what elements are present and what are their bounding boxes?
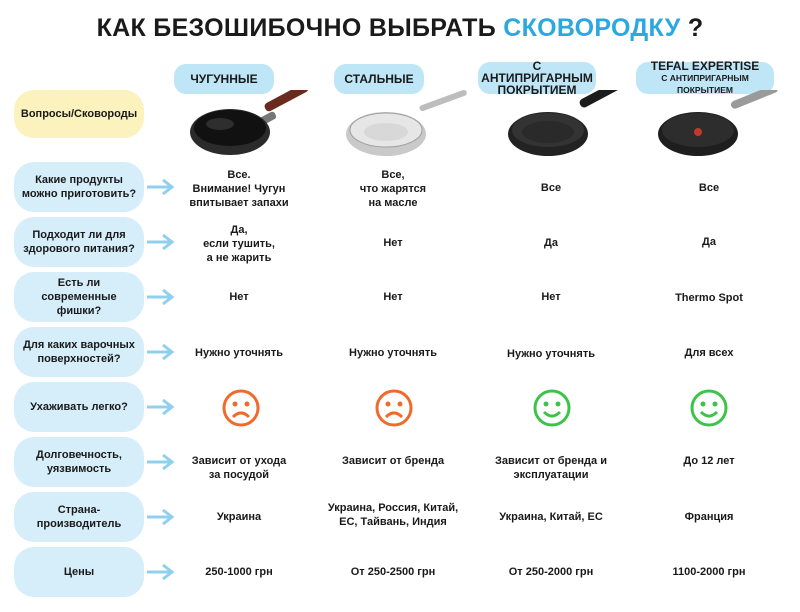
column-sublabel: С АНТИПРИГАРНЫМ ПОКРЫТИЕМ bbox=[661, 73, 749, 95]
question-products bbox=[14, 162, 144, 212]
question-prices bbox=[14, 547, 144, 597]
question-label: Цены bbox=[63, 566, 95, 578]
answer-cell: 250-1000 грн bbox=[205, 566, 273, 578]
answer-cell: 1100-2000 грн bbox=[672, 566, 746, 578]
steel-pan-icon bbox=[344, 90, 474, 160]
answer-cell: Нет bbox=[541, 291, 561, 303]
answer-cell: Все. Внимание! Чугун впитывает запахи bbox=[189, 169, 289, 209]
answer-cell: Нет bbox=[229, 291, 249, 303]
answer-cell: Украина bbox=[216, 511, 262, 523]
question-label: Для каких варочных поверхностей? bbox=[23, 339, 135, 365]
answer-cell: Зависит от бренда bbox=[341, 455, 445, 467]
question-label: Подходит ли для здорового питания? bbox=[23, 229, 135, 255]
answer-cell: Украина, Россия, Китай, ЕС, Тайвань, Индия bbox=[327, 502, 459, 528]
question-easy-care bbox=[14, 382, 144, 432]
question-label: Есть ли современные фишки? bbox=[41, 277, 117, 317]
answer-cell: От 250-2000 грн bbox=[508, 566, 594, 578]
column-label: СТАЛЬНЫЕ bbox=[344, 72, 414, 86]
column-label: TEFAL EXPERTISE bbox=[650, 59, 760, 73]
column-label: ЧУГУННЫЕ bbox=[190, 72, 258, 86]
answer-cell: Нужно уточнять bbox=[507, 348, 595, 360]
sad-face-icon bbox=[221, 388, 261, 428]
question-features bbox=[14, 272, 144, 322]
title-suffix: ? bbox=[687, 14, 704, 42]
tefal-pan-icon bbox=[656, 90, 786, 160]
question-label: Какие продукты можно приготовить? bbox=[21, 174, 137, 200]
cast-iron-pan-icon bbox=[188, 90, 318, 160]
sad-face-icon bbox=[374, 388, 414, 428]
answer-cell: Нужно уточнять bbox=[349, 347, 437, 359]
answer-cell: Нужно уточнять bbox=[195, 347, 283, 359]
answer-cell: Украина, Китай, ЕС bbox=[499, 511, 603, 523]
answer-cell: Да bbox=[544, 237, 558, 249]
nonstick-pan-icon bbox=[506, 90, 636, 160]
header-cell bbox=[14, 90, 144, 138]
answer-cell: Все bbox=[540, 182, 562, 194]
answer-cell: Для всех bbox=[684, 347, 734, 359]
answer-cell: Да, если тушить, а не жарить bbox=[203, 224, 275, 264]
answer-cell: До 12 лет bbox=[683, 455, 735, 467]
answer-cell: Зависит от ухода за посудой bbox=[191, 455, 287, 481]
happy-face-icon bbox=[532, 388, 572, 428]
header-cell-label: Вопросы/Сковороды bbox=[20, 108, 138, 120]
question-label: Страна-производитель bbox=[36, 504, 122, 530]
answer-cell: Нет bbox=[383, 291, 403, 303]
question-label: Долговечность, уязвимость bbox=[36, 449, 122, 475]
page-title bbox=[0, 14, 800, 43]
answer-cell: Зависит от бренда и эксплуатации bbox=[495, 455, 607, 481]
answer-cell: От 250-2500 грн bbox=[350, 566, 436, 578]
arrow-right-icon bbox=[145, 397, 177, 417]
question-durability bbox=[14, 437, 144, 487]
answer-cell: Нет bbox=[383, 237, 403, 249]
answer-cell: Да bbox=[702, 236, 716, 248]
title-prefix: КАК БЕЗОШИБОЧНО ВЫБРАТЬ bbox=[96, 14, 496, 42]
title-accent: СКОВОРОДКУ bbox=[503, 14, 681, 42]
question-surfaces bbox=[14, 327, 144, 377]
column-label: С АНТИПРИГАРНЫМ ПОКРЫТИЕМ bbox=[481, 59, 593, 97]
answer-cell: Thermo Spot bbox=[675, 292, 743, 304]
question-label: Ухаживать легко? bbox=[30, 401, 128, 413]
happy-face-icon bbox=[689, 388, 729, 428]
answer-cell: Франция bbox=[684, 511, 734, 523]
answer-cell: Все bbox=[698, 182, 720, 194]
answer-cell: Все, что жарятся на масле bbox=[359, 169, 427, 209]
question-country bbox=[14, 492, 144, 542]
question-healthy bbox=[14, 217, 144, 267]
